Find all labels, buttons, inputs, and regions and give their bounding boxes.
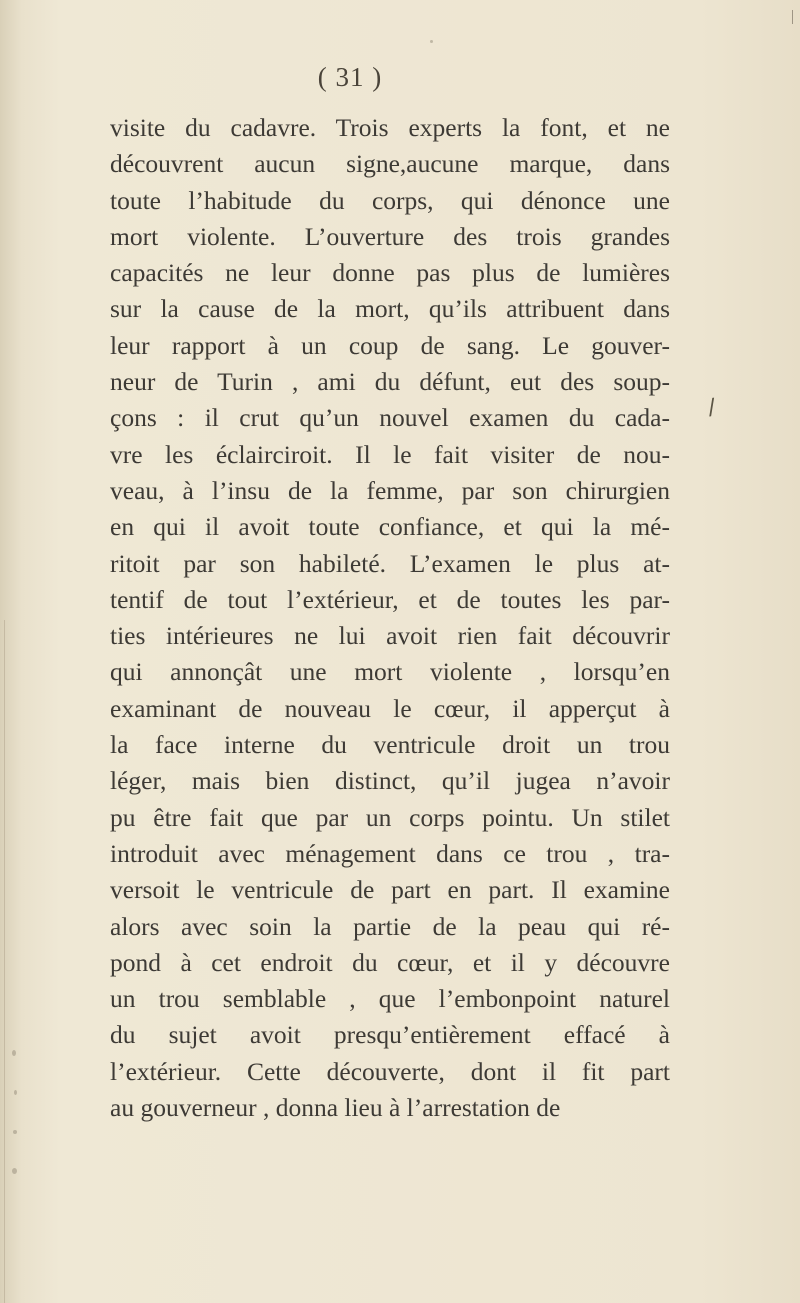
text-line: introduit avec ménagement dans ce trou , tra-	[110, 838, 670, 868]
text-line: en qui il avoit toute confiance, et qui la mé-	[110, 512, 670, 542]
text-line: çons : il crut qu’un nouvel examen du cada-	[110, 403, 670, 433]
text-line: mort violente. L’ouverture des trois grandes	[110, 221, 670, 251]
paper-speck	[12, 1050, 16, 1056]
text-line: du sujet avoit presqu’entièrement effacé à	[110, 1020, 670, 1050]
paper-speck	[430, 40, 433, 43]
text-line: tentif de tout l’extérieur, et de toutes les par-	[110, 584, 670, 614]
text-line: neur de Turin , ami du défunt, eut des soup-	[110, 367, 670, 397]
paper-speck	[12, 1168, 17, 1174]
text-line: pond à cet endroit du cœur, et il y découvre	[110, 947, 670, 977]
text-line: examinant de nouveau le cœur, il apperçut à	[110, 693, 670, 723]
page-edge	[4, 620, 15, 1303]
text-line: la face interne du ventricule droit un trou	[110, 730, 670, 760]
corner-mark	[792, 10, 793, 24]
margin-mark: /	[706, 394, 718, 421]
paper-speck	[13, 1130, 17, 1134]
paper-speck	[14, 1090, 17, 1095]
text-line: léger, mais bien distinct, qu’il jugea n’avoir	[110, 766, 670, 796]
body-text	[110, 110, 670, 1126]
page-number: ( 31 )	[317, 62, 383, 92]
text-line: au gouverneur , donna lieu à l’arrestation de	[110, 1093, 561, 1123]
text-line: veau, à l’insu de la femme, par son chirurgien	[110, 475, 670, 505]
text-line: l’extérieur. Cette découverte, dont il fit part	[110, 1056, 670, 1086]
text-line: ties intérieures ne lui avoit rien fait découvrir	[110, 621, 670, 651]
text-line: sur la cause de la mort, qu’ils attribuent dans	[110, 294, 670, 324]
text-line: alors avec soin la partie de la peau qui ré-	[110, 911, 670, 941]
text-line: capacités ne leur donne pas plus de lumières	[110, 258, 670, 288]
text-line: un trou semblable , que l’embonpoint naturel	[110, 984, 670, 1014]
text-line: toute l’habitude du corps, qui dénonce une	[110, 185, 670, 215]
text-line: leur rapport à un coup de sang. Le gouver-	[110, 330, 670, 360]
text-line: qui annonçât une mort violente , lorsqu’en	[110, 657, 670, 687]
text-line: ritoit par son habileté. L’examen le plus at-	[110, 548, 670, 578]
text-line: découvrent aucun signe,aucune marque, dans	[110, 149, 670, 179]
text-line: pu être fait que par un corps pointu. Un stilet	[110, 802, 670, 832]
text-line: visite du cadavre. Trois experts la font, et ne	[110, 113, 670, 142]
text-line: versoit le ventricule de part en part. Il examine	[110, 875, 670, 905]
text-line: vre les éclairciroit. Il le fait visiter de nou-	[110, 439, 670, 469]
